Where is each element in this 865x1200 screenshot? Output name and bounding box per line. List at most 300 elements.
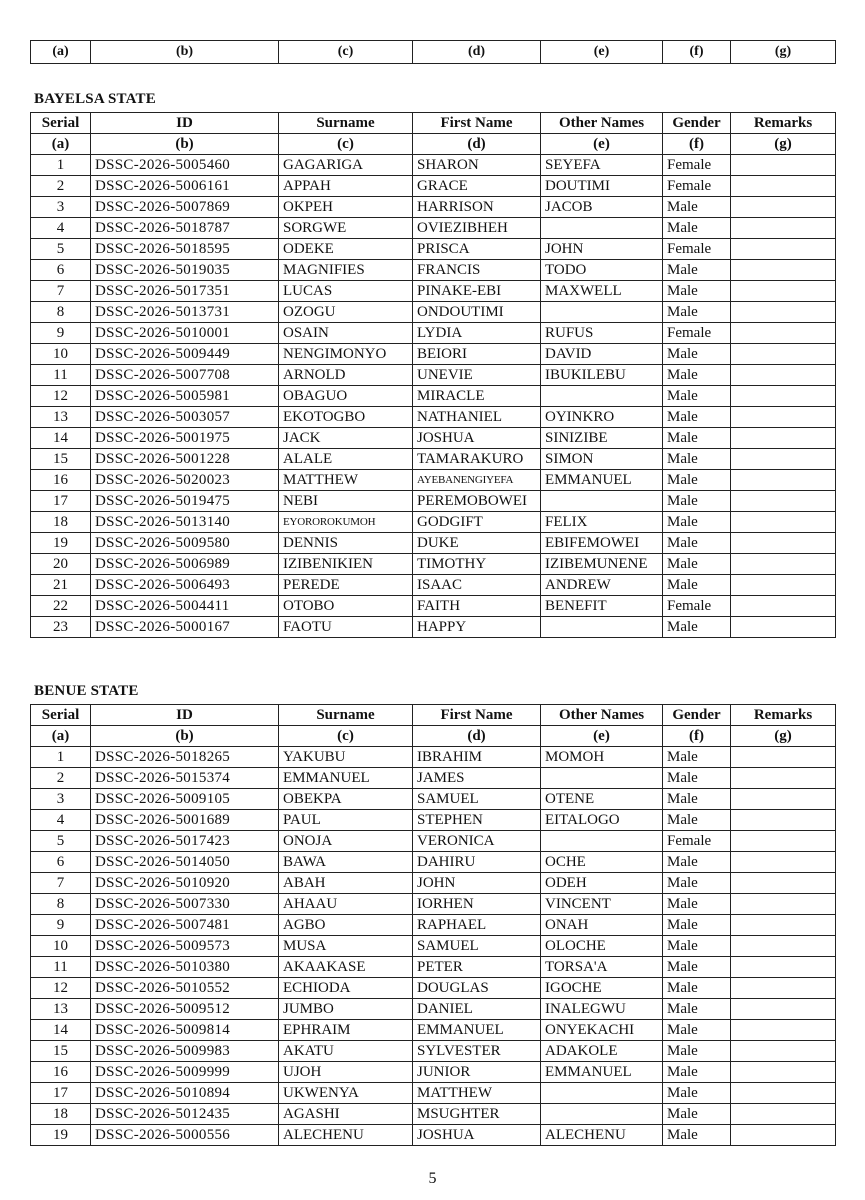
other-names-cell <box>541 768 663 789</box>
other-names-cell <box>541 386 663 407</box>
serial-cell: 11 <box>31 957 91 978</box>
id-cell: DSSC-2026-5005460 <box>91 155 279 176</box>
gender-cell: Female <box>663 323 731 344</box>
serial-cell: 6 <box>31 852 91 873</box>
column-label: (f) <box>663 134 731 155</box>
first-name-cell: DAHIRU <box>413 852 541 873</box>
id-cell: DSSC-2026-5000167 <box>91 617 279 638</box>
table-row <box>31 155 836 176</box>
surname-cell: UJOH <box>279 1062 413 1083</box>
other-names-cell <box>541 1104 663 1125</box>
surname-cell: IZIBENIKIEN <box>279 554 413 575</box>
first-name-cell: AYEBANENGIYEFA <box>413 470 541 491</box>
remarks-cell <box>731 218 836 239</box>
serial-cell: 16 <box>31 470 91 491</box>
column-label: (b) <box>91 726 279 747</box>
gender-cell: Male <box>663 407 731 428</box>
other-names-cell <box>541 218 663 239</box>
serial-cell: 12 <box>31 386 91 407</box>
table-row <box>31 999 836 1020</box>
column-label: (a) <box>31 134 91 155</box>
surname-cell: NENGIMONYO <box>279 344 413 365</box>
remarks-cell <box>731 747 836 768</box>
id-cell: DSSC-2026-5003057 <box>91 407 279 428</box>
id-cell: DSSC-2026-5009580 <box>91 533 279 554</box>
gender-cell: Male <box>663 852 731 873</box>
remarks-cell <box>731 999 836 1020</box>
gender-cell: Male <box>663 1062 731 1083</box>
serial-cell: 1 <box>31 155 91 176</box>
gender-cell: Male <box>663 197 731 218</box>
other-names-cell: IBUKILEBU <box>541 365 663 386</box>
column-label: (g) <box>731 726 836 747</box>
id-cell: DSSC-2026-5010894 <box>91 1083 279 1104</box>
serial-cell: 2 <box>31 176 91 197</box>
other-names-cell: JOHN <box>541 239 663 260</box>
surname-cell: OBAGUO <box>279 386 413 407</box>
other-names-cell: VINCENT <box>541 894 663 915</box>
other-names-cell: MAXWELL <box>541 281 663 302</box>
gender-cell: Male <box>663 768 731 789</box>
other-names-cell: JACOB <box>541 197 663 218</box>
surname-cell: APPAH <box>279 176 413 197</box>
surname-cell: EKOTOGBO <box>279 407 413 428</box>
gender-cell: Male <box>663 957 731 978</box>
gender-cell: Male <box>663 302 731 323</box>
first-name-cell: FAITH <box>413 596 541 617</box>
serial-cell: 5 <box>31 239 91 260</box>
id-cell: DSSC-2026-5018595 <box>91 239 279 260</box>
serial-cell: 22 <box>31 596 91 617</box>
header-id: ID <box>91 705 279 726</box>
first-name-cell: OVIEZIBHEH <box>413 218 541 239</box>
gender-cell: Male <box>663 1020 731 1041</box>
serial-cell: 10 <box>31 344 91 365</box>
first-name-cell: ISAAC <box>413 575 541 596</box>
bayelsa-section-title: BAYELSA STATE <box>34 91 156 107</box>
gender-cell: Male <box>663 449 731 470</box>
remarks-cell <box>731 1083 836 1104</box>
table-row <box>31 789 836 810</box>
header-remarks: Remarks <box>731 705 836 726</box>
table-row <box>31 957 836 978</box>
id-cell: DSSC-2026-5006989 <box>91 554 279 575</box>
table-row <box>31 894 836 915</box>
other-names-cell: DAVID <box>541 344 663 365</box>
surname-cell: FAOTU <box>279 617 413 638</box>
surname-cell: NEBI <box>279 491 413 512</box>
id-cell: DSSC-2026-5013140 <box>91 512 279 533</box>
remarks-cell <box>731 260 836 281</box>
id-cell: DSSC-2026-5004411 <box>91 596 279 617</box>
gender-cell: Male <box>663 617 731 638</box>
serial-cell: 17 <box>31 1083 91 1104</box>
gender-cell: Male <box>663 575 731 596</box>
remarks-cell <box>731 831 836 852</box>
remarks-cell <box>731 407 836 428</box>
table-row <box>31 831 836 852</box>
other-names-cell: TORSA'A <box>541 957 663 978</box>
id-cell: DSSC-2026-5014050 <box>91 852 279 873</box>
remarks-cell <box>731 1062 836 1083</box>
serial-cell: 23 <box>31 617 91 638</box>
table-row <box>31 852 836 873</box>
serial-cell: 8 <box>31 894 91 915</box>
first-name-cell: DOUGLAS <box>413 978 541 999</box>
table-row <box>31 491 836 512</box>
id-cell: DSSC-2026-5009814 <box>91 1020 279 1041</box>
other-names-cell: EBIFEMOWEI <box>541 533 663 554</box>
surname-cell: ECHIODA <box>279 978 413 999</box>
other-names-cell: BENEFIT <box>541 596 663 617</box>
id-cell: DSSC-2026-5013731 <box>91 302 279 323</box>
column-label: (e) <box>541 726 663 747</box>
gender-cell: Male <box>663 470 731 491</box>
remarks-cell <box>731 554 836 575</box>
remarks-cell <box>731 1125 836 1146</box>
id-cell: DSSC-2026-5001228 <box>91 449 279 470</box>
gender-cell: Male <box>663 344 731 365</box>
first-name-cell: MSUGHTER <box>413 1104 541 1125</box>
table-row <box>31 470 836 491</box>
other-names-cell <box>541 491 663 512</box>
table-row <box>31 344 836 365</box>
header-other-names: Other Names <box>541 113 663 134</box>
header-serial: Serial <box>31 113 91 134</box>
serial-cell: 19 <box>31 1125 91 1146</box>
gender-cell: Male <box>663 1083 731 1104</box>
other-names-cell: SEYEFA <box>541 155 663 176</box>
surname-cell: MAGNIFIES <box>279 260 413 281</box>
bayelsa-table-body <box>31 155 836 638</box>
column-label: (b) <box>91 134 279 155</box>
other-names-cell: IZIBEMUNENE <box>541 554 663 575</box>
other-names-cell: ONYEKACHI <box>541 1020 663 1041</box>
serial-cell: 8 <box>31 302 91 323</box>
gender-cell: Male <box>663 978 731 999</box>
id-cell: DSSC-2026-5009449 <box>91 344 279 365</box>
column-label: (c) <box>279 726 413 747</box>
serial-cell: 9 <box>31 915 91 936</box>
id-cell: DSSC-2026-5009573 <box>91 936 279 957</box>
table-row <box>31 302 836 323</box>
other-names-cell <box>541 617 663 638</box>
other-names-cell <box>541 1083 663 1104</box>
id-cell: DSSC-2026-5018787 <box>91 218 279 239</box>
first-name-cell: RAPHAEL <box>413 915 541 936</box>
column-label: (a) <box>31 726 91 747</box>
surname-cell: BAWA <box>279 852 413 873</box>
surname-cell: SORGWE <box>279 218 413 239</box>
other-names-cell: ODEH <box>541 873 663 894</box>
gender-cell: Female <box>663 239 731 260</box>
id-cell: DSSC-2026-5009105 <box>91 789 279 810</box>
other-names-cell: RUFUS <box>541 323 663 344</box>
serial-cell: 5 <box>31 831 91 852</box>
key-cell-e: (e) <box>541 41 663 64</box>
remarks-cell <box>731 428 836 449</box>
gender-cell: Female <box>663 176 731 197</box>
first-name-cell: FRANCIS <box>413 260 541 281</box>
first-name-cell: MIRACLE <box>413 386 541 407</box>
serial-cell: 9 <box>31 323 91 344</box>
first-name-cell: JOSHUA <box>413 1125 541 1146</box>
first-name-cell: JOHN <box>413 873 541 894</box>
header-surname: Surname <box>279 113 413 134</box>
first-name-cell: VERONICA <box>413 831 541 852</box>
serial-cell: 6 <box>31 260 91 281</box>
serial-cell: 15 <box>31 1041 91 1062</box>
id-cell: DSSC-2026-5010920 <box>91 873 279 894</box>
gender-cell: Male <box>663 386 731 407</box>
surname-cell: OSAIN <box>279 323 413 344</box>
surname-cell: OKPEH <box>279 197 413 218</box>
remarks-cell <box>731 470 836 491</box>
other-names-cell: MOMOH <box>541 747 663 768</box>
table-row <box>31 1125 836 1146</box>
id-cell: DSSC-2026-5017423 <box>91 831 279 852</box>
remarks-cell <box>731 512 836 533</box>
id-cell: DSSC-2026-5015374 <box>91 768 279 789</box>
first-name-cell: DANIEL <box>413 999 541 1020</box>
serial-cell: 11 <box>31 365 91 386</box>
serial-cell: 17 <box>31 491 91 512</box>
serial-cell: 10 <box>31 936 91 957</box>
id-cell: DSSC-2026-5019035 <box>91 260 279 281</box>
serial-cell: 20 <box>31 554 91 575</box>
remarks-cell <box>731 1104 836 1125</box>
other-names-cell <box>541 302 663 323</box>
remarks-cell <box>731 915 836 936</box>
id-cell: DSSC-2026-5000556 <box>91 1125 279 1146</box>
serial-cell: 2 <box>31 768 91 789</box>
gender-cell: Male <box>663 512 731 533</box>
other-names-cell: FELIX <box>541 512 663 533</box>
table-row <box>31 197 836 218</box>
other-names-cell: EMMANUEL <box>541 1062 663 1083</box>
id-cell: DSSC-2026-5001689 <box>91 810 279 831</box>
table-row <box>31 1062 836 1083</box>
surname-cell: EYOROROKUMOH <box>279 512 413 533</box>
first-name-cell: IORHEN <box>413 894 541 915</box>
table-row <box>31 810 836 831</box>
benue-section-title: BENUE STATE <box>34 683 139 699</box>
other-names-cell: ADAKOLE <box>541 1041 663 1062</box>
remarks-cell <box>731 810 836 831</box>
remarks-cell <box>731 768 836 789</box>
header-first-name: First Name <box>413 113 541 134</box>
surname-cell: ODEKE <box>279 239 413 260</box>
gender-cell: Male <box>663 789 731 810</box>
table-row <box>31 596 836 617</box>
bayelsa-table <box>30 112 836 638</box>
first-name-cell: HARRISON <box>413 197 541 218</box>
header-first-name: First Name <box>413 705 541 726</box>
first-name-cell: TAMARAKURO <box>413 449 541 470</box>
header-id: ID <box>91 113 279 134</box>
first-name-cell: SYLVESTER <box>413 1041 541 1062</box>
benue-table <box>30 704 836 1146</box>
remarks-cell <box>731 323 836 344</box>
first-name-cell: JUNIOR <box>413 1062 541 1083</box>
other-names-cell: OCHE <box>541 852 663 873</box>
serial-cell: 18 <box>31 512 91 533</box>
id-cell: DSSC-2026-5010380 <box>91 957 279 978</box>
id-cell: DSSC-2026-5009999 <box>91 1062 279 1083</box>
other-names-cell: OYINKRO <box>541 407 663 428</box>
first-name-cell: PINAKE-EBI <box>413 281 541 302</box>
other-names-cell: ONAH <box>541 915 663 936</box>
serial-cell: 16 <box>31 1062 91 1083</box>
other-names-cell: SIMON <box>541 449 663 470</box>
table-row <box>31 915 836 936</box>
table-row <box>31 1083 836 1104</box>
remarks-cell <box>731 957 836 978</box>
gender-cell: Female <box>663 155 731 176</box>
other-names-cell: DOUTIMI <box>541 176 663 197</box>
surname-cell: EMMANUEL <box>279 768 413 789</box>
surname-cell: ABAH <box>279 873 413 894</box>
remarks-cell <box>731 176 836 197</box>
id-cell: DSSC-2026-5009983 <box>91 1041 279 1062</box>
other-names-cell: ANDREW <box>541 575 663 596</box>
gender-cell: Female <box>663 831 731 852</box>
header-other-names: Other Names <box>541 705 663 726</box>
first-name-cell: SAMUEL <box>413 936 541 957</box>
remarks-cell <box>731 789 836 810</box>
column-key-table <box>30 40 836 64</box>
serial-cell: 1 <box>31 747 91 768</box>
other-names-cell <box>541 831 663 852</box>
surname-cell: YAKUBU <box>279 747 413 768</box>
serial-cell: 4 <box>31 810 91 831</box>
surname-cell: AHAAU <box>279 894 413 915</box>
id-cell: DSSC-2026-5020023 <box>91 470 279 491</box>
id-cell: DSSC-2026-5019475 <box>91 491 279 512</box>
surname-cell: JACK <box>279 428 413 449</box>
gender-cell: Male <box>663 365 731 386</box>
remarks-cell <box>731 533 836 554</box>
serial-cell: 18 <box>31 1104 91 1125</box>
gender-cell: Female <box>663 596 731 617</box>
first-name-cell: TIMOTHY <box>413 554 541 575</box>
table-row <box>31 428 836 449</box>
surname-cell: ONOJA <box>279 831 413 852</box>
key-cell-c: (c) <box>279 41 413 64</box>
first-name-cell: NATHANIEL <box>413 407 541 428</box>
header-remarks: Remarks <box>731 113 836 134</box>
remarks-cell <box>731 617 836 638</box>
first-name-cell: MATTHEW <box>413 1083 541 1104</box>
serial-cell: 7 <box>31 281 91 302</box>
gender-cell: Male <box>663 873 731 894</box>
other-names-cell: INALEGWU <box>541 999 663 1020</box>
other-names-cell: EMMANUEL <box>541 470 663 491</box>
first-name-cell: SAMUEL <box>413 789 541 810</box>
table-row <box>31 1104 836 1125</box>
id-cell: DSSC-2026-5006493 <box>91 575 279 596</box>
key-cell-f: (f) <box>663 41 731 64</box>
surname-cell: AKAAKASE <box>279 957 413 978</box>
header-serial: Serial <box>31 705 91 726</box>
remarks-cell <box>731 365 836 386</box>
table-row <box>31 936 836 957</box>
remarks-cell <box>731 449 836 470</box>
first-name-cell: PEREMOBOWEI <box>413 491 541 512</box>
serial-cell: 14 <box>31 428 91 449</box>
key-cell-d: (d) <box>413 41 541 64</box>
first-name-cell: BEIORI <box>413 344 541 365</box>
other-names-cell: ALECHENU <box>541 1125 663 1146</box>
gender-cell: Male <box>663 218 731 239</box>
table-row <box>31 768 836 789</box>
surname-cell: GAGARIGA <box>279 155 413 176</box>
column-label-row <box>31 134 836 155</box>
gender-cell: Male <box>663 1104 731 1125</box>
id-cell: DSSC-2026-5010001 <box>91 323 279 344</box>
first-name-cell: HAPPY <box>413 617 541 638</box>
remarks-cell <box>731 344 836 365</box>
table-row <box>31 617 836 638</box>
column-label: (f) <box>663 726 731 747</box>
gender-cell: Male <box>663 533 731 554</box>
remarks-cell <box>731 1041 836 1062</box>
serial-cell: 12 <box>31 978 91 999</box>
first-name-cell: PRISCA <box>413 239 541 260</box>
column-label-row <box>31 726 836 747</box>
key-cell-g: (g) <box>731 41 836 64</box>
id-cell: DSSC-2026-5007869 <box>91 197 279 218</box>
table-row <box>31 978 836 999</box>
first-name-cell: GODGIFT <box>413 512 541 533</box>
gender-cell: Male <box>663 554 731 575</box>
serial-cell: 15 <box>31 449 91 470</box>
table-row <box>31 554 836 575</box>
benue-table-body <box>31 747 836 1146</box>
surname-cell: OZOGU <box>279 302 413 323</box>
surname-cell: EPHRAIM <box>279 1020 413 1041</box>
first-name-cell: LYDIA <box>413 323 541 344</box>
first-name-cell: JOSHUA <box>413 428 541 449</box>
header-row <box>31 705 836 726</box>
id-cell: DSSC-2026-5001975 <box>91 428 279 449</box>
surname-cell: MATTHEW <box>279 470 413 491</box>
table-row <box>31 218 836 239</box>
gender-cell: Male <box>663 428 731 449</box>
key-cell-a: (a) <box>31 41 91 64</box>
surname-cell: MUSA <box>279 936 413 957</box>
id-cell: DSSC-2026-5006161 <box>91 176 279 197</box>
table-row <box>31 365 836 386</box>
surname-cell: PAUL <box>279 810 413 831</box>
header-row <box>31 113 836 134</box>
other-names-cell: SINIZIBE <box>541 428 663 449</box>
key-cell-b: (b) <box>91 41 279 64</box>
first-name-cell: IBRAHIM <box>413 747 541 768</box>
serial-cell: 13 <box>31 407 91 428</box>
remarks-cell <box>731 978 836 999</box>
table-row <box>31 407 836 428</box>
first-name-cell: DUKE <box>413 533 541 554</box>
remarks-cell <box>731 936 836 957</box>
surname-cell: AGBO <box>279 915 413 936</box>
gender-cell: Male <box>663 1125 731 1146</box>
serial-cell: 13 <box>31 999 91 1020</box>
column-label: (g) <box>731 134 836 155</box>
serial-cell: 7 <box>31 873 91 894</box>
remarks-cell <box>731 302 836 323</box>
serial-cell: 19 <box>31 533 91 554</box>
